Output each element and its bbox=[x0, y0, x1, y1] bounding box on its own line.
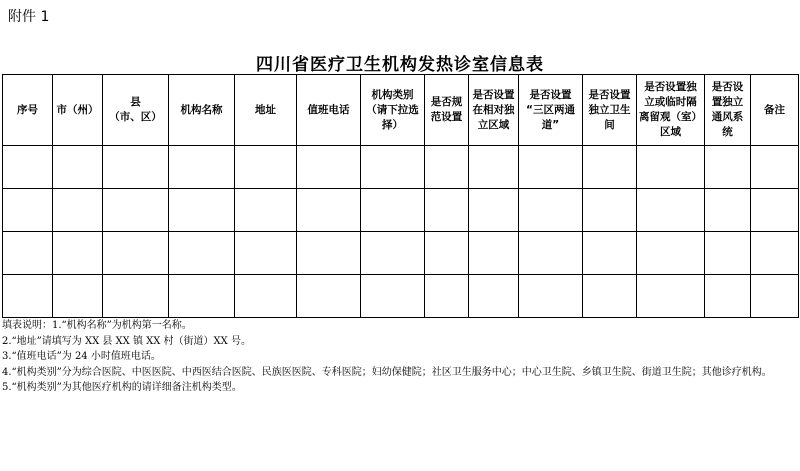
note-line: 3.“值班电话”为 24 小时值班电话。 bbox=[2, 351, 161, 362]
table-cell[interactable] bbox=[705, 232, 751, 275]
table-cell[interactable] bbox=[637, 146, 705, 189]
table-cell[interactable] bbox=[519, 275, 583, 318]
note-line: 填表说明：1.“机构名称”为机构第一名称。 bbox=[2, 320, 192, 331]
column-header: 值班电话 bbox=[297, 75, 361, 146]
table-cell[interactable] bbox=[53, 189, 103, 232]
table-cell[interactable] bbox=[297, 146, 361, 189]
table-cell[interactable] bbox=[3, 146, 53, 189]
table-cell[interactable] bbox=[53, 275, 103, 318]
fill-instructions bbox=[2, 318, 798, 396]
table-cell[interactable] bbox=[469, 146, 519, 189]
table-cell[interactable] bbox=[751, 232, 799, 275]
table-cell[interactable] bbox=[3, 275, 53, 318]
table-cell[interactable] bbox=[235, 232, 297, 275]
table-cell[interactable] bbox=[53, 146, 103, 189]
table-cell[interactable] bbox=[103, 232, 169, 275]
column-header: 是否设置独 立或临时隔 离留观（室） 区域 bbox=[637, 75, 705, 146]
note-line: 4.“机构类别”分为综合医院、中医医院、中西医结合医院、民族医医院、专科医院；妇幼保健院；社区卫生服务中心；中心卫生院、乡镇卫生院、街道卫生院；其他诊疗机构。 bbox=[2, 366, 772, 378]
page-title: 四川省医疗卫生机构发热诊室信息表 bbox=[256, 55, 544, 75]
table-cell[interactable] bbox=[169, 146, 235, 189]
attachment-label: 附件 1 bbox=[8, 9, 50, 25]
table-cell[interactable] bbox=[361, 275, 425, 318]
table-cell[interactable] bbox=[169, 232, 235, 275]
table-cell[interactable] bbox=[297, 189, 361, 232]
table-cell[interactable] bbox=[583, 189, 637, 232]
table-cell[interactable] bbox=[469, 275, 519, 318]
table-cell[interactable] bbox=[469, 189, 519, 232]
note-line: 2.“地址”请填写为 XX 县 XX 镇 XX 村（街道）XX 号。 bbox=[2, 335, 251, 347]
table-cell[interactable] bbox=[583, 146, 637, 189]
table-cell[interactable] bbox=[469, 232, 519, 275]
column-header: 机构名称 bbox=[169, 75, 235, 146]
column-header: 备注 bbox=[751, 75, 799, 146]
column-header: 是否设置 “三区两通 道” bbox=[519, 75, 583, 146]
table-cell[interactable] bbox=[705, 146, 751, 189]
table-cell[interactable] bbox=[751, 275, 799, 318]
table-cell[interactable] bbox=[169, 275, 235, 318]
table-cell[interactable] bbox=[361, 146, 425, 189]
table-cell[interactable] bbox=[297, 275, 361, 318]
table-cell[interactable] bbox=[53, 232, 103, 275]
table-cell[interactable] bbox=[751, 146, 799, 189]
table-cell[interactable] bbox=[103, 275, 169, 318]
table-cell[interactable] bbox=[637, 189, 705, 232]
column-header: 是否设 置独立 通风系 统 bbox=[705, 75, 751, 146]
table-row bbox=[3, 275, 799, 318]
table-cell[interactable] bbox=[583, 275, 637, 318]
table-cell[interactable] bbox=[361, 232, 425, 275]
column-header: 市（州） bbox=[53, 75, 103, 146]
table-cell[interactable] bbox=[235, 189, 297, 232]
table-cell[interactable] bbox=[519, 189, 583, 232]
table-cell[interactable] bbox=[235, 146, 297, 189]
table-cell[interactable] bbox=[425, 189, 469, 232]
table-cell[interactable] bbox=[103, 146, 169, 189]
table-cell[interactable] bbox=[519, 232, 583, 275]
table-row bbox=[3, 146, 799, 189]
column-header: 县 （市、区） bbox=[103, 75, 169, 146]
info-table bbox=[2, 74, 799, 318]
column-header: 地址 bbox=[235, 75, 297, 146]
table-cell[interactable] bbox=[637, 275, 705, 318]
column-header: 序号 bbox=[3, 75, 53, 146]
column-header: 机构类别 （请下拉选 择） bbox=[361, 75, 425, 146]
column-header: 是否设置 在相对独 立区域 bbox=[469, 75, 519, 146]
table-cell[interactable] bbox=[3, 189, 53, 232]
table-cell[interactable] bbox=[235, 275, 297, 318]
table-cell[interactable] bbox=[425, 275, 469, 318]
table-cell[interactable] bbox=[297, 232, 361, 275]
table-cell[interactable] bbox=[705, 275, 751, 318]
table-row bbox=[3, 189, 799, 232]
table-cell[interactable] bbox=[519, 146, 583, 189]
table-cell[interactable] bbox=[751, 189, 799, 232]
column-header: 是否设置 独立卫生 间 bbox=[583, 75, 637, 146]
table-header-row bbox=[3, 75, 799, 146]
table-cell[interactable] bbox=[361, 189, 425, 232]
table-cell[interactable] bbox=[103, 189, 169, 232]
table-cell[interactable] bbox=[637, 232, 705, 275]
column-header: 是否规 范设置 bbox=[425, 75, 469, 146]
table-cell[interactable] bbox=[583, 232, 637, 275]
table-cell[interactable] bbox=[3, 232, 53, 275]
note-line: 5.“机构类别”为其他医疗机构的请详细备注机构类型。 bbox=[2, 382, 242, 393]
table-cell[interactable] bbox=[705, 189, 751, 232]
table-cell[interactable] bbox=[425, 146, 469, 189]
table-cell[interactable] bbox=[169, 189, 235, 232]
table-cell[interactable] bbox=[425, 232, 469, 275]
table-row bbox=[3, 232, 799, 275]
